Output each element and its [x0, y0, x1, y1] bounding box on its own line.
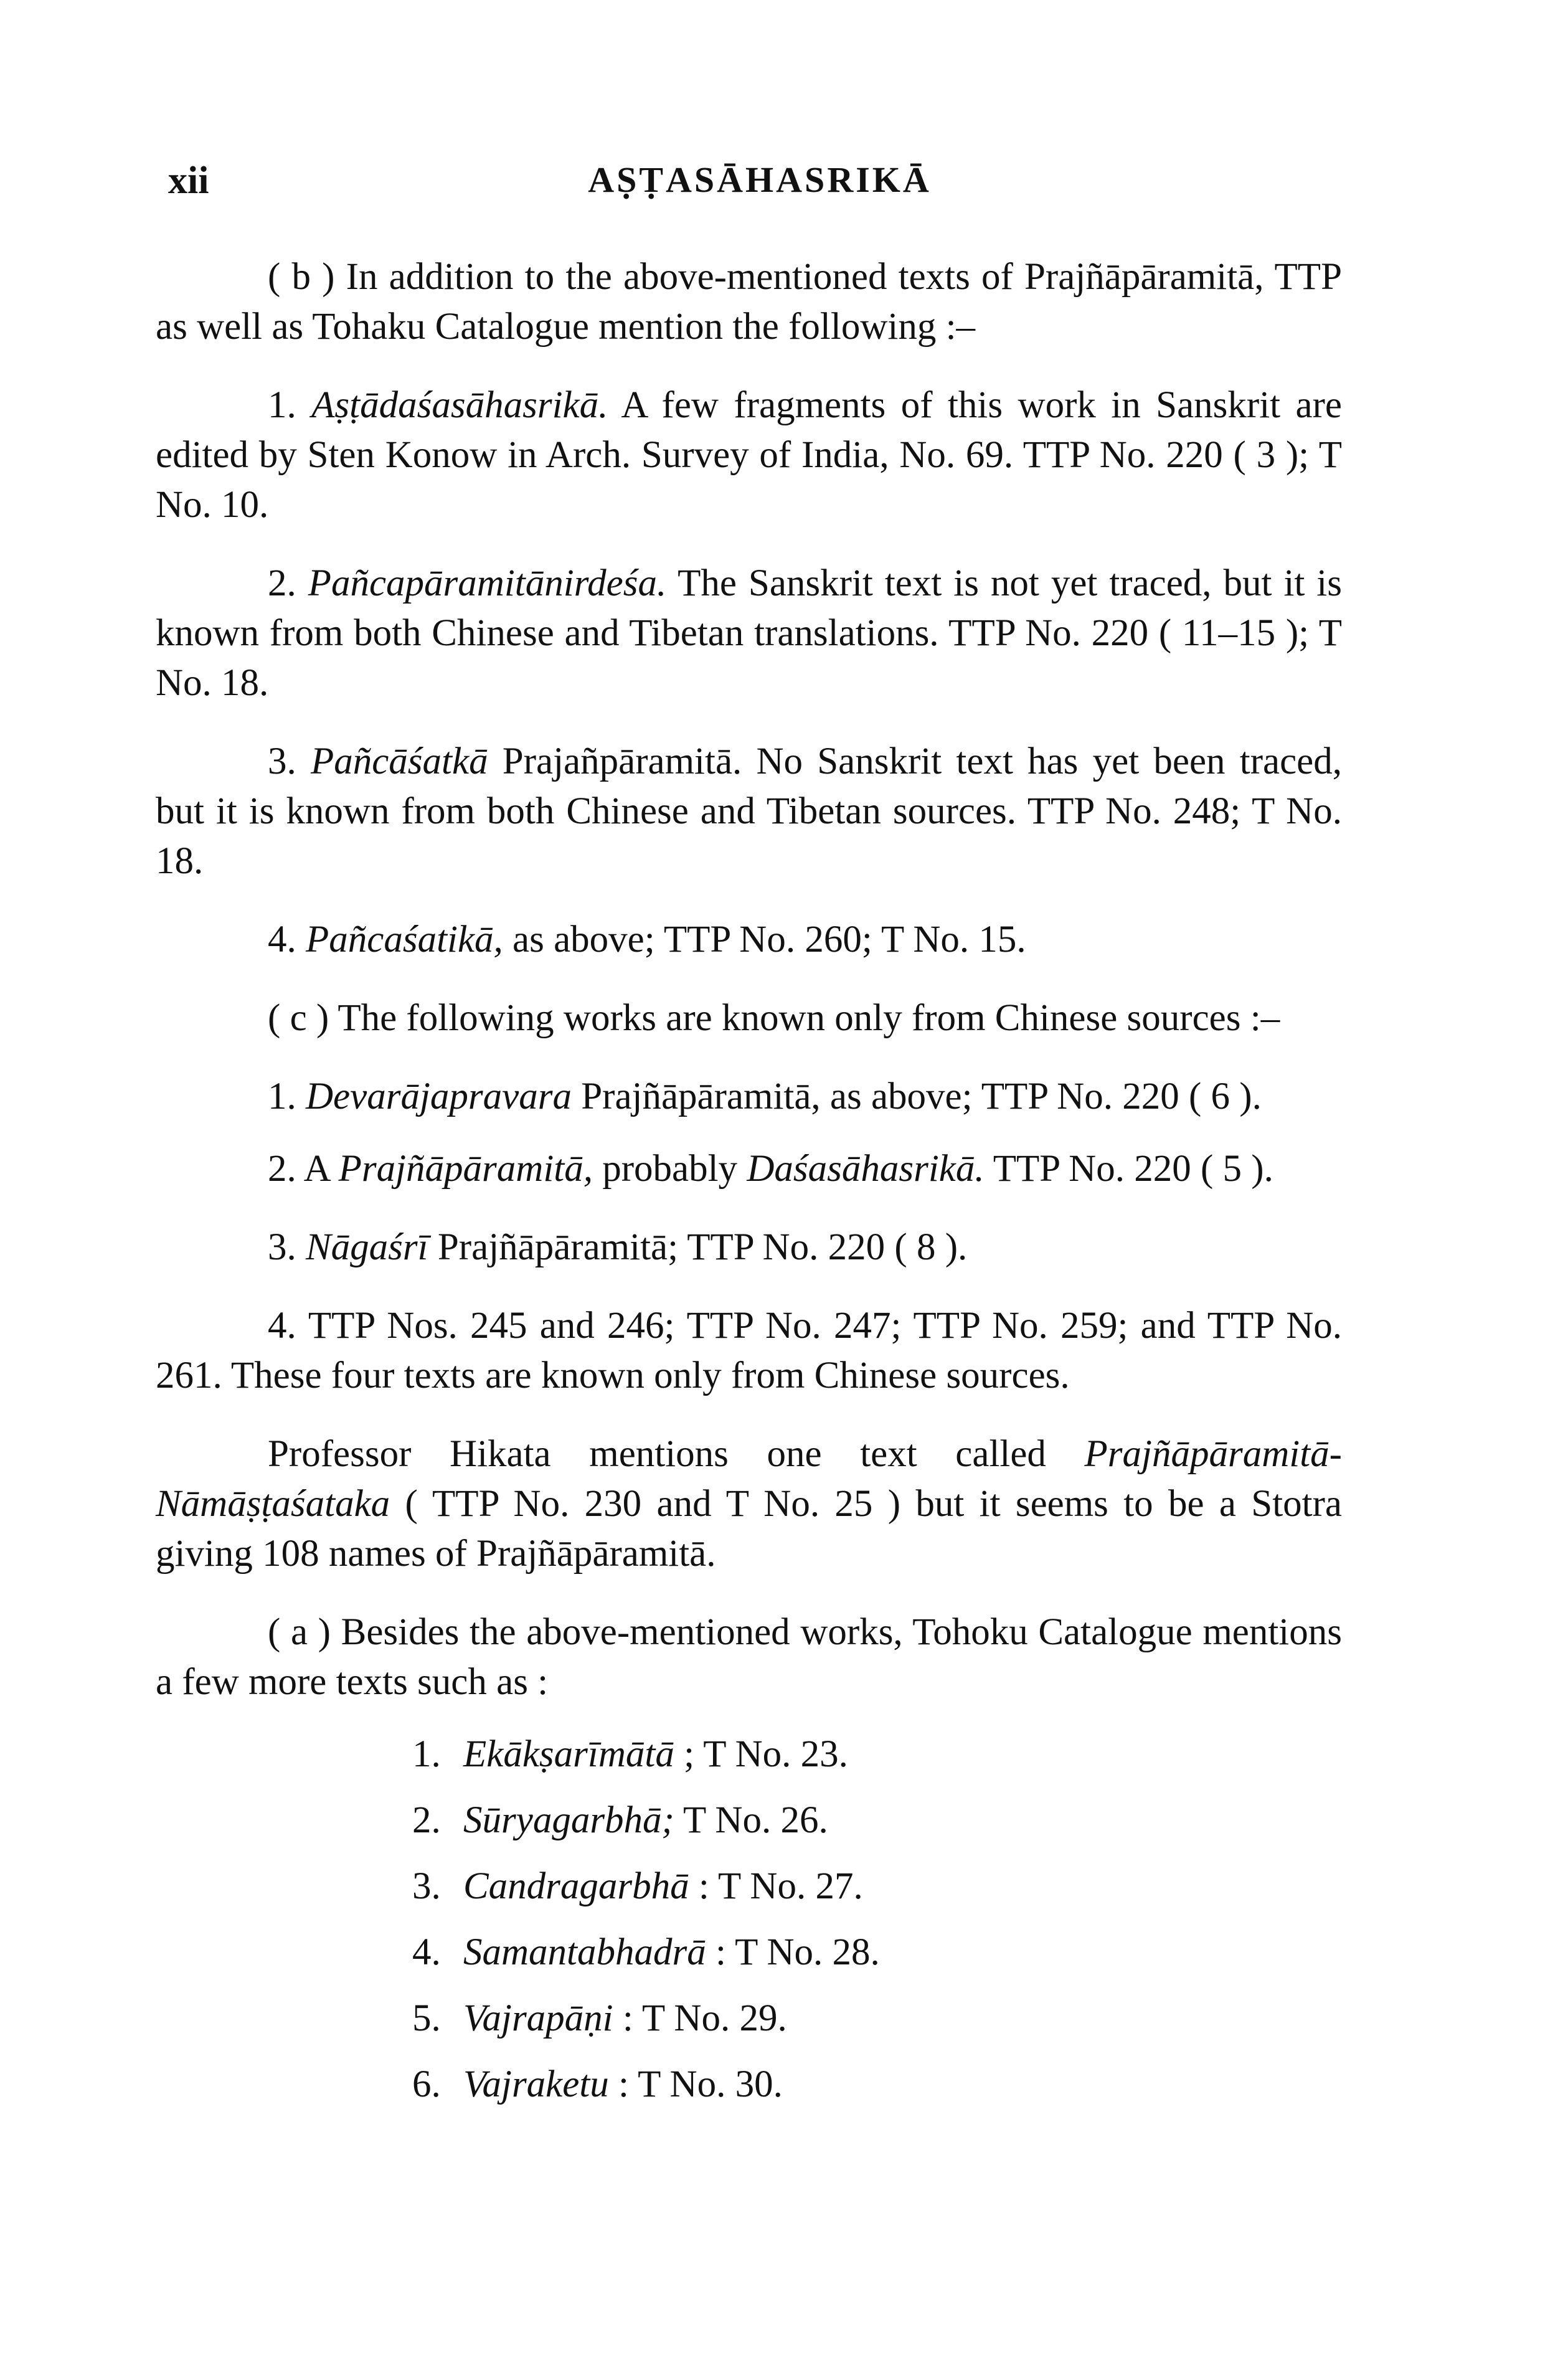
text-title: Pañcapāramitānirdeśa.: [308, 562, 667, 604]
item-text: The Sanskrit text is not yet traced, but it is known from both Chinese and Tibetan translations. TTP No. 220 ( 11–15 ); T No. 18.: [156, 562, 1342, 704]
item-text: : T No. 28.: [706, 1931, 880, 1973]
list-item: [412, 1862, 1342, 1911]
hikata-paragraph: [156, 1429, 1342, 1579]
section-c-item-4: [156, 1301, 1342, 1401]
paragraph-text-continued: ( TTP No. 230 and T No. 25 ) but it seems to be a Stotra giving 108 names of Prajñāpāramitā.: [156, 1483, 1342, 1575]
list-item: [412, 1928, 1342, 1978]
item-text: TTP Nos. 245 and 246; TTP No. 247; TTP No. 259; and TTP No. 261. These four texts are known only from Chinese sources.: [156, 1305, 1343, 1396]
section-c-intro: ( c ) The following works are known only from Chinese sources :–: [268, 997, 1280, 1039]
section-b-item-1: [156, 381, 1342, 530]
page-body: [156, 252, 1342, 2110]
text-title: Vajraketu: [463, 2063, 609, 2105]
item-number: 1.: [412, 1733, 441, 1775]
text-title: Nāgaśrī: [306, 1226, 428, 1268]
item-number: 4.: [412, 1931, 441, 1973]
item-number: 1.: [268, 1076, 296, 1117]
item-text: Prajañpāramitā. No Sanskrit text has yet been traced, but it is known from both Chinese and Tibetan sources. TTP No. 248; T No. 18.: [156, 741, 1342, 882]
item-text: ; T No. 23.: [674, 1733, 848, 1775]
list-item: [412, 1730, 1342, 1779]
section-b-intro: ( b ) In addition to the above-mentioned texts of Prajñāpāramitā, TTP as well as Tohaku Catalogue mention the following :–: [156, 256, 1342, 348]
text-title: Aṣṭādaśasāhasrikā.: [311, 384, 608, 426]
item-text: : T No. 30.: [608, 2063, 783, 2105]
item-number: 2.: [268, 562, 296, 604]
text-title: Sūryagarbhā;: [463, 1799, 674, 1841]
page-number: xii: [168, 159, 209, 202]
text-title: Ekākṣarīmātā: [463, 1733, 674, 1775]
text-title: Pañcaśatikā,: [306, 919, 503, 960]
item-number: 2.: [268, 1148, 296, 1190]
section-c-item-3: [156, 1223, 1342, 1272]
paragraph-text: Professor Hikata mentions one text called: [268, 1433, 1085, 1475]
section-c-item-1: [156, 1072, 1342, 1122]
item-number: 4.: [268, 919, 296, 960]
list-item: [412, 1796, 1342, 1845]
item-text: as above; TTP No. 260; T No. 15.: [503, 919, 1026, 960]
text-title: Vajrapāṇi: [463, 1997, 613, 2039]
list-item: [412, 1994, 1342, 2044]
section-a-list: [156, 1730, 1342, 2110]
text-title-secondary: Daśasāhasrikā.: [747, 1148, 985, 1190]
item-number: 6.: [412, 2063, 441, 2105]
section-b-item-3: [156, 737, 1342, 886]
section-b-item-4: [156, 915, 1342, 965]
text-title: Candragarbhā: [463, 1865, 689, 1907]
item-number: 5.: [412, 1997, 441, 2039]
section-a-intro: ( a ) Besides the above-mentioned works, Tohoku Catalogue mentions a few more texts such as :: [156, 1611, 1342, 1703]
item-number: 2.: [412, 1799, 441, 1841]
item-text: Prajñāpāramitā, as above; TTP No. 220 ( 6 ).: [571, 1076, 1262, 1117]
text-title: Samantabhadrā: [463, 1931, 706, 1973]
page-header: [168, 159, 1351, 209]
text-title: Devarājapravara: [306, 1076, 572, 1117]
section-b-item-2: [156, 559, 1342, 708]
item-text-secondary: TTP No. 220 ( 5 ).: [984, 1148, 1273, 1190]
item-text: : T No. 29.: [613, 1997, 787, 2039]
list-item: [412, 2060, 1342, 2110]
item-text: probably: [592, 1148, 747, 1190]
item-number: 3.: [412, 1865, 441, 1907]
item-text-prefix: A: [303, 1148, 339, 1190]
item-number: 3.: [268, 1226, 296, 1268]
item-number: 3.: [268, 741, 296, 782]
item-text: A few fragments of this work in Sanskrit are edited by Sten Konow in Arch. Survey of India, No. 69. TTP No. 220 ( 3 ); T No. 10.: [156, 384, 1342, 526]
item-text: T No. 26.: [674, 1799, 828, 1841]
section-c-item-2: [156, 1144, 1342, 1194]
item-text: Prajñāpāramitā; TTP No. 220 ( 8 ).: [428, 1226, 968, 1268]
text-title: Pañcāśatkā: [310, 741, 488, 782]
item-number: 1.: [268, 384, 296, 426]
text-title: Prajñāpāramitā-Nāmāṣṭaśataka: [156, 1433, 1342, 1525]
text-title: Prajñāpāramitā,: [338, 1148, 593, 1190]
item-number: 4.: [268, 1305, 296, 1347]
item-text: : T No. 27.: [689, 1865, 863, 1907]
running-title: AṢṬASĀHASRIKĀ: [588, 159, 932, 200]
